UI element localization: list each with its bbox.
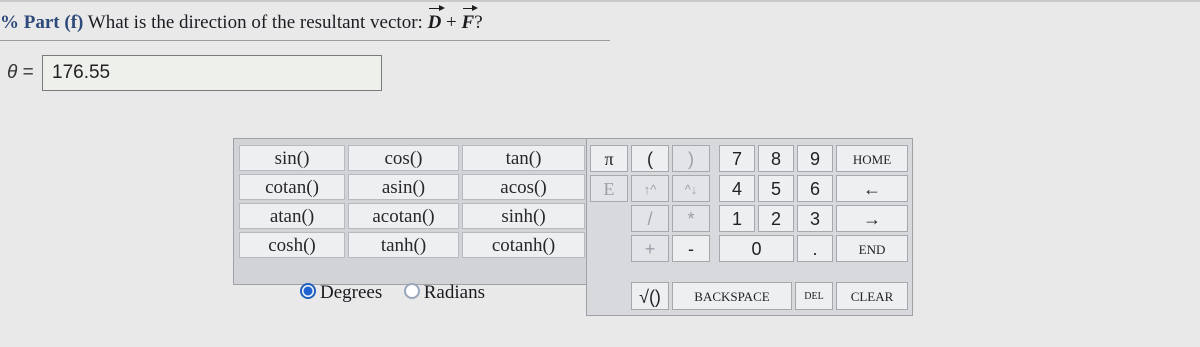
- question-mark: ?: [474, 12, 483, 33]
- key-5[interactable]: 5: [758, 175, 794, 202]
- e-key[interactable]: E: [590, 175, 628, 202]
- multiply-key[interactable]: *: [672, 205, 710, 232]
- question-underline: [0, 40, 610, 41]
- angle-mode-selector: [300, 282, 485, 306]
- sin-button[interactable]: sin(): [239, 145, 345, 171]
- vector-d: D: [428, 10, 442, 36]
- radians-label[interactable]: Radians: [423, 282, 485, 303]
- end-key[interactable]: END: [836, 235, 908, 262]
- part-label: % Part (f): [0, 12, 84, 33]
- decimal-key[interactable]: .: [797, 235, 833, 262]
- sqrt-key[interactable]: √(): [631, 282, 669, 310]
- cotanh-button[interactable]: cotanh(): [462, 232, 585, 258]
- tan-button[interactable]: tan(): [462, 145, 585, 171]
- key-0[interactable]: 0: [719, 235, 794, 262]
- vector-f: F: [462, 10, 475, 36]
- close-paren-key[interactable]: ): [672, 145, 710, 172]
- degrees-radio[interactable]: [300, 283, 316, 299]
- key-6[interactable]: 6: [797, 175, 833, 202]
- keypad: [586, 138, 913, 316]
- divide-key[interactable]: /: [631, 205, 669, 232]
- answer-input[interactable]: [42, 55, 382, 91]
- top-divider: [0, 0, 1200, 2]
- plus-sign: +: [446, 12, 457, 33]
- equals-sign: =: [22, 62, 34, 83]
- plus-key[interactable]: +: [631, 235, 669, 262]
- left-arrow-key[interactable]: ←: [836, 175, 908, 202]
- degrees-label[interactable]: Degrees: [320, 282, 383, 303]
- function-palette: [233, 138, 591, 285]
- atan-button[interactable]: atan(): [239, 203, 345, 229]
- key-8[interactable]: 8: [758, 145, 794, 172]
- del-key[interactable]: DEL: [795, 282, 833, 310]
- cotan-button[interactable]: cotan(): [239, 174, 345, 200]
- key-7[interactable]: 7: [719, 145, 755, 172]
- key-3[interactable]: 3: [797, 205, 833, 232]
- key-4[interactable]: 4: [719, 175, 755, 202]
- power-up-key[interactable]: ↑^: [631, 175, 669, 202]
- tanh-button[interactable]: tanh(): [348, 232, 459, 258]
- radians-radio[interactable]: [404, 283, 420, 299]
- cosh-button[interactable]: cosh(): [239, 232, 345, 258]
- open-paren-key[interactable]: (: [631, 145, 669, 172]
- answer-label: [7, 62, 34, 84]
- backspace-key[interactable]: BACKSPACE: [672, 282, 792, 310]
- minus-key[interactable]: -: [672, 235, 710, 262]
- key-9[interactable]: 9: [797, 145, 833, 172]
- sinh-button[interactable]: sinh(): [462, 203, 585, 229]
- pi-key[interactable]: π: [590, 145, 628, 172]
- key-1[interactable]: 1: [719, 205, 755, 232]
- acotan-button[interactable]: acotan(): [348, 203, 459, 229]
- question-text: What is the direction of the resultant vector:: [87, 12, 423, 33]
- cos-button[interactable]: cos(): [348, 145, 459, 171]
- question-header: [0, 10, 483, 36]
- clear-key[interactable]: CLEAR: [836, 282, 908, 310]
- asin-button[interactable]: asin(): [348, 174, 459, 200]
- theta-symbol: θ: [7, 62, 18, 83]
- acos-button[interactable]: acos(): [462, 174, 585, 200]
- key-2[interactable]: 2: [758, 205, 794, 232]
- power-down-key[interactable]: ^↓: [672, 175, 710, 202]
- right-arrow-key[interactable]: →: [836, 205, 908, 232]
- home-key[interactable]: HOME: [836, 145, 908, 172]
